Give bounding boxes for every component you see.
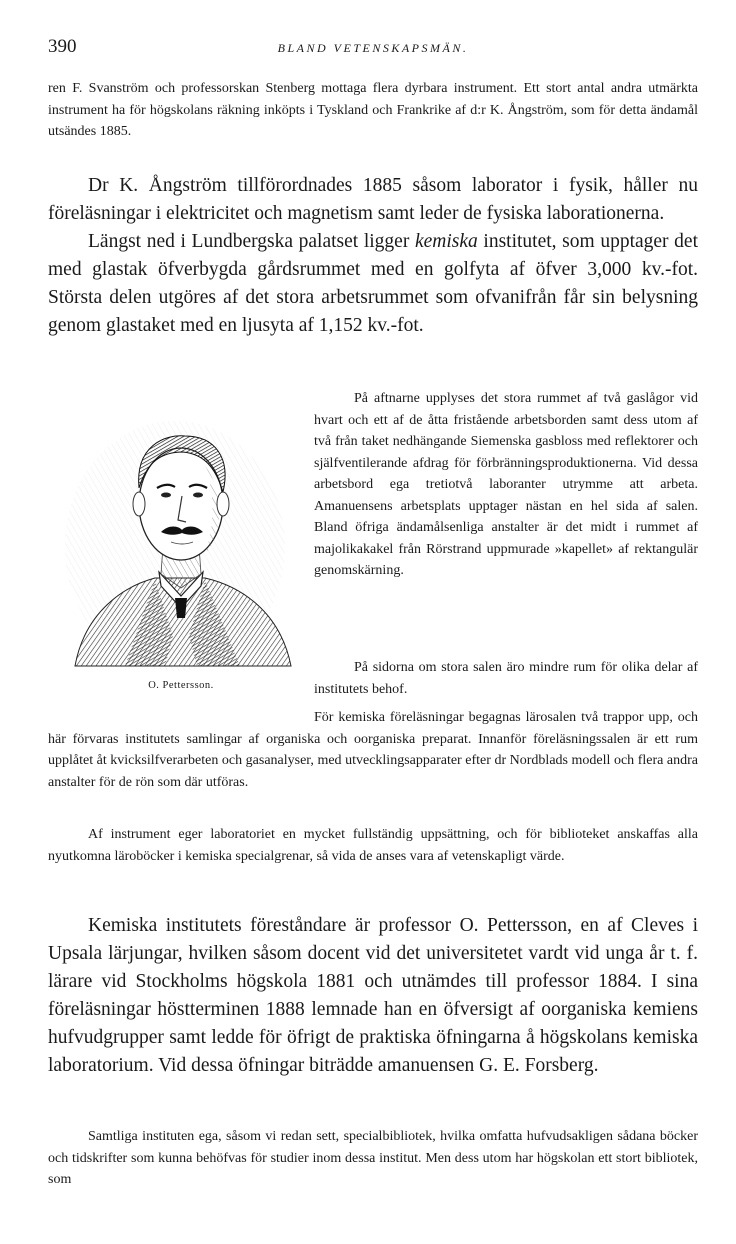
paragraph-pettersson: Kemiska institutets föreståndare är professor O. Pettersson, en af Cleves i Upsala lärjungar, hvilken såsom docent vid det universitetet vardt vid unga år t. f. lärare vid Stockholms högskola 1881 och utnämdes till professor 1884. I sina föreläsningar höstterminen 1888 lemnade han en öfversigt af oorganiska kemiens hufvudgrupper samt ledde för öfrigt de praktiska öfningarna å högskolans kemiska laboratorium. Vid dessa öfningar biträdde amanuensen G. E. Forsberg. [48, 915, 698, 1076]
paragraph-gas-lighting: På aftnarne upplyses det stora rummet af två gaslågor vid hvart och ett af de åtta fristående arbetsborden samt dess utom af två från taket nedhängande Siemenska gasbloss med reflektorer och själfventilerande afdrag för förbränningsproduktionerna. Vid dessa arbetsbord ega tretiotvå laboranter utrymme att arbeta. Amanuensens arbetsplats upptager nästan en hel sida af salen. Bland öfriga ändamålsenliga anstalter är det midt i rummet af majolikakakel från Rörstrand uppmurade »kapellet» af rektangulär genomskärning. [314, 391, 698, 578]
paragraph-chemistry-institute [48, 228, 698, 340]
paragraph-lecture-hall: För kemiska föreläsningar begagnas lärosalen två trappor upp, och här förvaras institutets samlingar af organiska och oorganiska preparat. Innanför föreläsningssalen är ett rum upplåtet åt kvicksilfverarbeten och gasanalyser, med utvecklingsapparater efter dr Nordblads modell och flera andra anstalter för de rön som där utföras. [48, 710, 698, 790]
page-number: 390 [48, 36, 77, 57]
page-header [48, 36, 698, 62]
portrait-figure [55, 396, 307, 704]
running-title: BLAND VETENSKAPSMÄN. [277, 41, 469, 55]
paragraph-instruments-continued: ren F. Svanström och professorskan Stenberg mottaga flera dyrbara instrument. Ett stort antal andra utmärkta instrument ha för högskolans räkning inköpts i Tyskland och Frankrike af d:r K. Ångström, som för detta ändamål utsändes 1885. [48, 81, 698, 139]
figure-caption: O. Pettersson. [148, 680, 214, 691]
italic-word-kemiska: kemiska [414, 231, 478, 252]
portrait-engraving [55, 396, 307, 674]
paragraph-group-physics-chemistry [48, 172, 698, 340]
paragraph-libraries: Samtliga instituten ega, såsom vi redan sett, specialbibliotek, hvilka omfatta hufvudsakligen sådana böcker och tidskrifter som kunna behöfvas för studier inom dessa institut. Men dess utom har högskolan ett stort bibliotek, som [48, 1129, 698, 1187]
paragraph-laboratory-instruments: Af instrument eger laboratoriet en mycket fullständig uppsättning, och för biblioteket anskaffas alla nyutkomna läroböcker i kemiska specialgrenar, så vida de anses vara af vetenskapligt värde. [48, 827, 698, 864]
text-segment: institutet, som upptager det med glastak öfverbygda gårdsrummet med en golfyta af öfver 3,000 kv.-fot. Största delen utgöres af det stora arbetsrummet som ofvanifrån får sin belysning genom glastaket med en ljusyta af 1,152 kv.-fot. [48, 231, 699, 336]
paragraph-side-rooms: På sidorna om stora salen äro mindre rum för olika delar af institutets behof. [314, 660, 698, 697]
paragraph-angstrom: Dr K. Ångström tillförordnades 1885 såsom laborator i fysik, håller nu föreläsningar i elektricitet och magnetism samt leder de fysiska laborationerna. [48, 175, 698, 224]
text-segment: Längst ned i Lundbergska palatset ligger [88, 231, 415, 252]
